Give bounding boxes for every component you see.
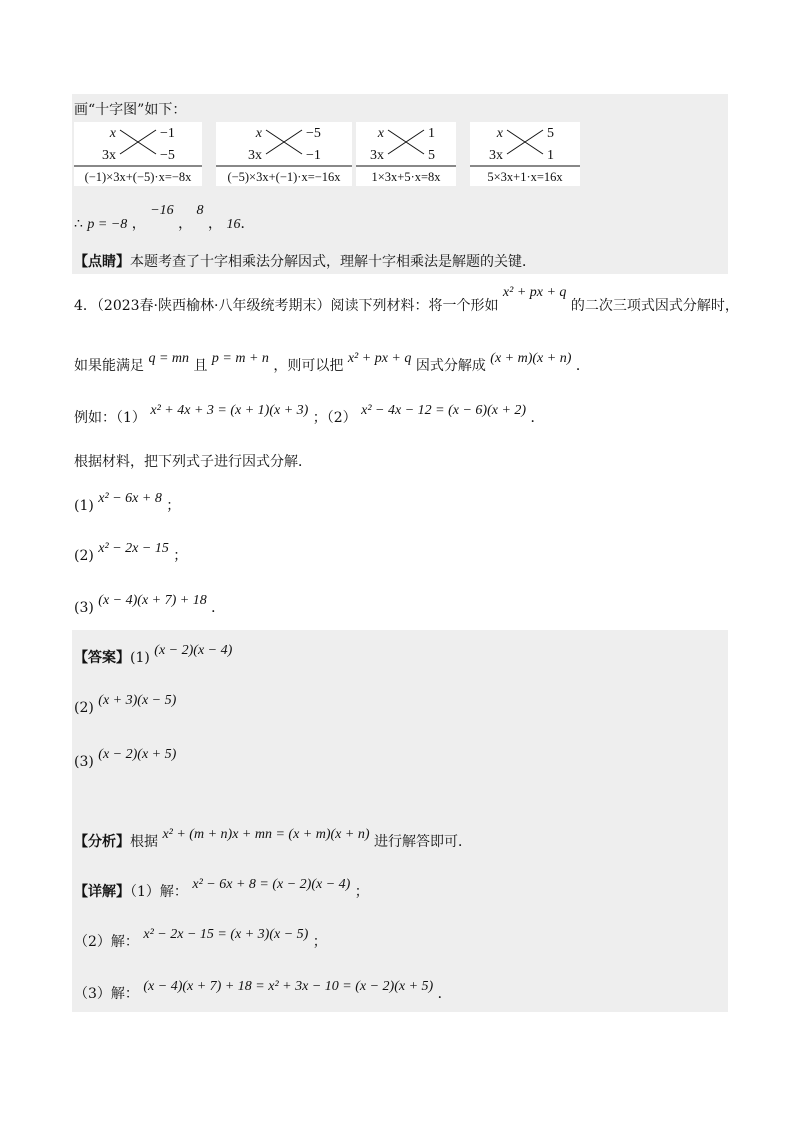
example-1: x² + 4x + 3 = (x + 1)(x + 3) — [150, 403, 309, 418]
question-item-2 — [74, 541, 188, 567]
cross-top-right: −1 — [160, 126, 175, 141]
result-v4: 16 — [226, 217, 241, 232]
example-mid: ；（2） — [312, 410, 357, 426]
question-line-2 — [74, 351, 590, 377]
detail-expr: x² − 6x + 8 = (x − 2)(x − 4) — [192, 877, 351, 892]
cross-top-right: 5 — [547, 126, 554, 141]
cross-diagram — [74, 122, 202, 186]
answer-label: (3) — [74, 754, 94, 770]
answer-line-1 — [74, 643, 233, 669]
question-text: ，则可以把 — [273, 358, 344, 374]
detail-tag: 【详解】 — [74, 884, 130, 900]
cross-diagram-intro: 画“十字图”如下： — [74, 102, 187, 118]
item-label: (2) — [74, 548, 94, 564]
analysis-line — [74, 827, 472, 853]
cross-bottom-right: −1 — [306, 148, 321, 163]
cross-bottom-left: 3x — [489, 148, 503, 163]
question-item-1 — [74, 491, 181, 517]
poly-expr: x² + px + q — [502, 285, 567, 300]
comment-text: 本题考查了十字相乘法分解因式，理解十字相乘法是解题的关键． — [130, 254, 536, 270]
detail-expr: (x − 4)(x + 7) + 18 = x² + 3x − 10 = (x − 2)(x + 5) — [143, 979, 434, 994]
detail-end: ； — [312, 934, 327, 950]
poly-expr: x² + px + q — [347, 351, 412, 366]
instruction-line: 根据材料，把下列式子进行因式分解． — [74, 454, 312, 470]
question-item-3 — [74, 593, 226, 619]
cross-bottom-right: 1 — [547, 148, 554, 163]
result-p: p = −8 — [87, 217, 128, 232]
question-text: 因式分解成 — [415, 358, 486, 374]
cross-bottom-right: −5 — [160, 148, 175, 163]
detail-label: （2）解： — [74, 934, 139, 950]
cross-top-left: x — [496, 126, 503, 141]
item-expr: x² − 2x − 15 — [98, 541, 169, 556]
result-v2: −16 — [150, 203, 174, 218]
item-end: ． — [211, 600, 226, 616]
cross-bottom-left: 3x — [248, 148, 262, 163]
analysis-text: 进行解答即可． — [373, 834, 472, 850]
cross-bottom-left: 3x — [370, 148, 384, 163]
answer-line-2 — [74, 693, 177, 719]
question-line-1 — [74, 285, 739, 317]
answer-label: (1) — [130, 650, 150, 666]
cross-diagram — [470, 122, 580, 186]
cross-formula: 5×3x+1·x=16x — [487, 170, 563, 184]
analysis-text: 根据 — [130, 834, 158, 850]
answer-line-3 — [74, 747, 177, 773]
detail-end: ． — [437, 986, 452, 1002]
item-expr: (x − 4)(x + 7) + 18 — [98, 593, 207, 608]
result-line — [74, 203, 255, 235]
cross-top-left: x — [377, 126, 384, 141]
cross-formula: 1×3x+5·x=8x — [371, 170, 441, 184]
question-text: 且 — [193, 358, 208, 374]
cross-formula: (−1)×3x+(−5)·x=−8x — [84, 170, 192, 184]
question-number: 4． — [74, 298, 97, 314]
item-end: ； — [166, 498, 181, 514]
answer-label: (2) — [74, 700, 94, 716]
cross-bottom-right: 5 — [428, 148, 435, 163]
question-text-end: 的二次三项式因式分解时， — [570, 298, 739, 314]
condition-q: q = mn — [148, 351, 190, 366]
sep: ， — [208, 216, 222, 232]
period: ． — [240, 216, 255, 232]
item-end: ； — [173, 548, 188, 564]
example-line — [74, 403, 545, 429]
answer-expr: (x − 2)(x + 5) — [98, 747, 177, 762]
analysis-formula: x² + (m + n)x + mn = (x + m)(x + n) — [162, 827, 370, 842]
question-source: （2023春·陕西榆林·八年级统考期末） — [96, 298, 331, 314]
item-expr: x² − 6x + 8 — [98, 491, 162, 506]
analysis-tag: 【分析】 — [74, 834, 130, 850]
question-text: 如果能满足 — [74, 358, 144, 374]
therefore-symbol: ∴ — [74, 216, 83, 232]
cross-diagram — [356, 122, 456, 186]
item-label: (1) — [74, 498, 94, 514]
cross-top-right: 1 — [428, 126, 435, 141]
cross-top-left: x — [255, 126, 262, 141]
detail-label: （1）解： — [130, 884, 188, 900]
detail-line-2 — [74, 927, 327, 953]
factored-expr: (x + m)(x + n) — [490, 351, 572, 366]
detail-expr: x² − 2x − 15 = (x + 3)(x − 5) — [143, 927, 309, 942]
detail-line-1 — [74, 877, 369, 903]
detail-label: （3）解： — [74, 986, 139, 1002]
cross-top-right: −5 — [306, 126, 321, 141]
example-2: x² − 4x − 12 = (x − 6)(x + 2) — [361, 403, 527, 418]
comment-line — [74, 252, 536, 272]
comment-tag: 【点睛】 — [74, 254, 130, 270]
detail-line-3 — [74, 979, 452, 1005]
sep: ， — [178, 216, 193, 232]
cross-top-left: x — [109, 126, 116, 141]
result-v3: 8 — [196, 203, 204, 218]
detail-end: ； — [354, 884, 369, 900]
question-text: 阅读下列材料：将一个形如 — [330, 298, 499, 314]
cross-diagram — [216, 122, 352, 186]
cross-formula: (−5)×3x+(−1)·x=−16x — [227, 170, 341, 184]
cross-bottom-left: 3x — [102, 148, 116, 163]
condition-p: p = m + n — [211, 351, 269, 366]
period: ． — [575, 358, 590, 374]
answer-expr: (x + 3)(x − 5) — [98, 693, 177, 708]
answer-tag: 【答案】 — [74, 650, 130, 666]
period: ． — [530, 410, 545, 426]
item-label: (3) — [74, 600, 94, 616]
example-label: 例如：（1） — [74, 410, 146, 426]
sep: ， — [131, 216, 146, 232]
answer-block — [72, 630, 728, 1012]
answer-expr: (x − 2)(x − 4) — [154, 643, 233, 658]
